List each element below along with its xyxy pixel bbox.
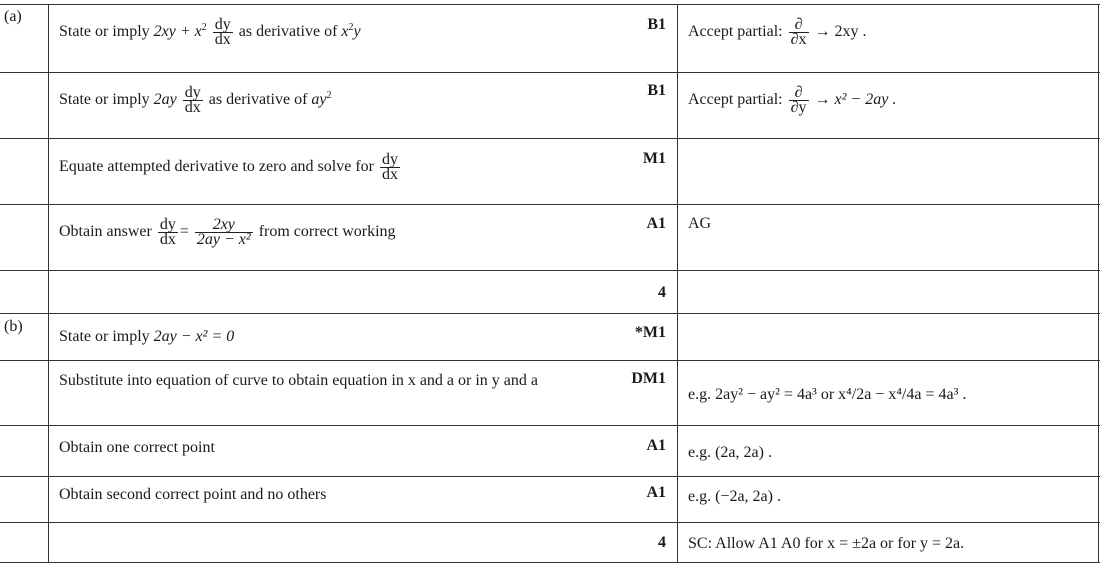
row-divider [0, 138, 1100, 139]
descr-text: as derivative of [238, 23, 342, 41]
math-expr: 2ay [153, 91, 177, 109]
partial-fraction [789, 18, 809, 47]
column-divider [677, 4, 678, 563]
mark-a1: B1 [647, 16, 666, 33]
special-case-note: SC: Allow A1 A0 for x = ±2a or for y = 2a. [688, 535, 965, 552]
column-divider [1098, 4, 1099, 563]
mark-a2: B1 [647, 82, 666, 99]
row-divider [0, 562, 1100, 563]
row-divider [0, 313, 1100, 314]
math-expr: 2ay − x² = 0 [153, 328, 235, 345]
row-divider [0, 4, 1100, 5]
frac-denominator: dx [159, 231, 176, 248]
mark-b1: *M1 [634, 324, 666, 341]
descr-b3: Obtain one correct point [59, 439, 215, 456]
comment-text: Accept partial: [688, 91, 787, 109]
frac-numerator: ∂ [789, 86, 809, 101]
row-divider [0, 425, 1100, 426]
total-b: 4 [658, 534, 666, 551]
descr-text: Equate attempted derivative to zero and solve for [59, 158, 374, 176]
part-label-b: (b) [4, 318, 23, 335]
frac-denominator: dx [214, 31, 231, 48]
frac-numerator: dy [214, 16, 231, 33]
derivative-fraction [213, 18, 233, 47]
comment-a4: AG [688, 215, 712, 232]
row-divider [0, 204, 1100, 205]
frac-denominator: 2ay − x² [196, 231, 251, 248]
mark-a4: A1 [646, 215, 666, 232]
descr-text: from correct working [258, 223, 396, 241]
column-divider [48, 4, 49, 563]
total-a: 4 [658, 284, 666, 301]
comment-a1 [688, 18, 867, 47]
answer-fraction [195, 218, 253, 247]
frac-denominator: ∂x [790, 31, 807, 48]
frac-denominator: ∂y [790, 99, 807, 116]
descr-text: State or imply [59, 91, 154, 109]
frac-numerator: ∂ [789, 18, 809, 33]
row-divider [0, 72, 1100, 73]
descr-text: State or imply [59, 328, 154, 345]
mark-a3: M1 [642, 150, 666, 167]
derivative-fraction [183, 86, 203, 115]
row-divider [0, 360, 1100, 361]
frac-denominator: dx [381, 166, 398, 183]
comment-b2: e.g. 2ay² − ay² = 4a³ or x⁴/2a − x⁴/4a = 4a³ . [688, 386, 967, 403]
part-label-a: (a) [4, 8, 22, 25]
descr-a4: Obtain answer $\frac{dy}{dx}$ = $\frac{2xy}{\text{2ay − x²}}$ from correct working [59, 216, 396, 248]
partial-fraction [789, 86, 809, 115]
comment-b4: e.g. (−2a, 2a) . [688, 488, 781, 505]
descr-b4: Obtain second correct point and no others [59, 486, 327, 503]
math-expr: ay [311, 91, 327, 109]
descr-text: Obtain answer [59, 223, 152, 241]
comment-text: Accept partial: [688, 23, 787, 41]
descr-b2: Substitute into equation of curve to obtain equation in x and a or in y and a [59, 372, 539, 389]
row-divider [0, 476, 1100, 477]
descr-text: as derivative of [208, 91, 312, 109]
math-expr: x [341, 23, 349, 41]
comment-a2 [688, 86, 896, 115]
frac-denominator: dx [184, 99, 201, 116]
descr-a3 [59, 153, 402, 182]
frac-numerator: dy [159, 216, 176, 233]
row-divider [0, 270, 1100, 271]
comment-text: → 2xy . [814, 23, 867, 41]
frac-numerator: dy [184, 84, 201, 101]
mark-b4: A1 [646, 484, 666, 501]
frac-numerator: 2xy [195, 218, 253, 233]
frac-numerator: dy [381, 151, 398, 168]
descr-a2: State or imply 2ay $\frac{dy}{dx}$ as derivative of $ay^2$ [59, 84, 332, 116]
row-divider [0, 522, 1100, 523]
comment-b3: e.g. (2a, 2a) . [688, 444, 772, 461]
math-expr: 2xy + x [153, 23, 202, 41]
derivative-fraction [158, 218, 178, 247]
mark-b2: DM1 [631, 370, 666, 387]
mark-b3: A1 [646, 437, 666, 454]
comment-text: → x² − 2ay . [814, 91, 897, 109]
descr-a1: State or imply $2xy + x^2$ $\frac{dy}{dx}$ as derivative of $x^2y$ [59, 16, 361, 48]
descr-b1 [59, 328, 234, 346]
derivative-fraction [380, 153, 400, 182]
descr-text: State or imply [59, 23, 154, 41]
